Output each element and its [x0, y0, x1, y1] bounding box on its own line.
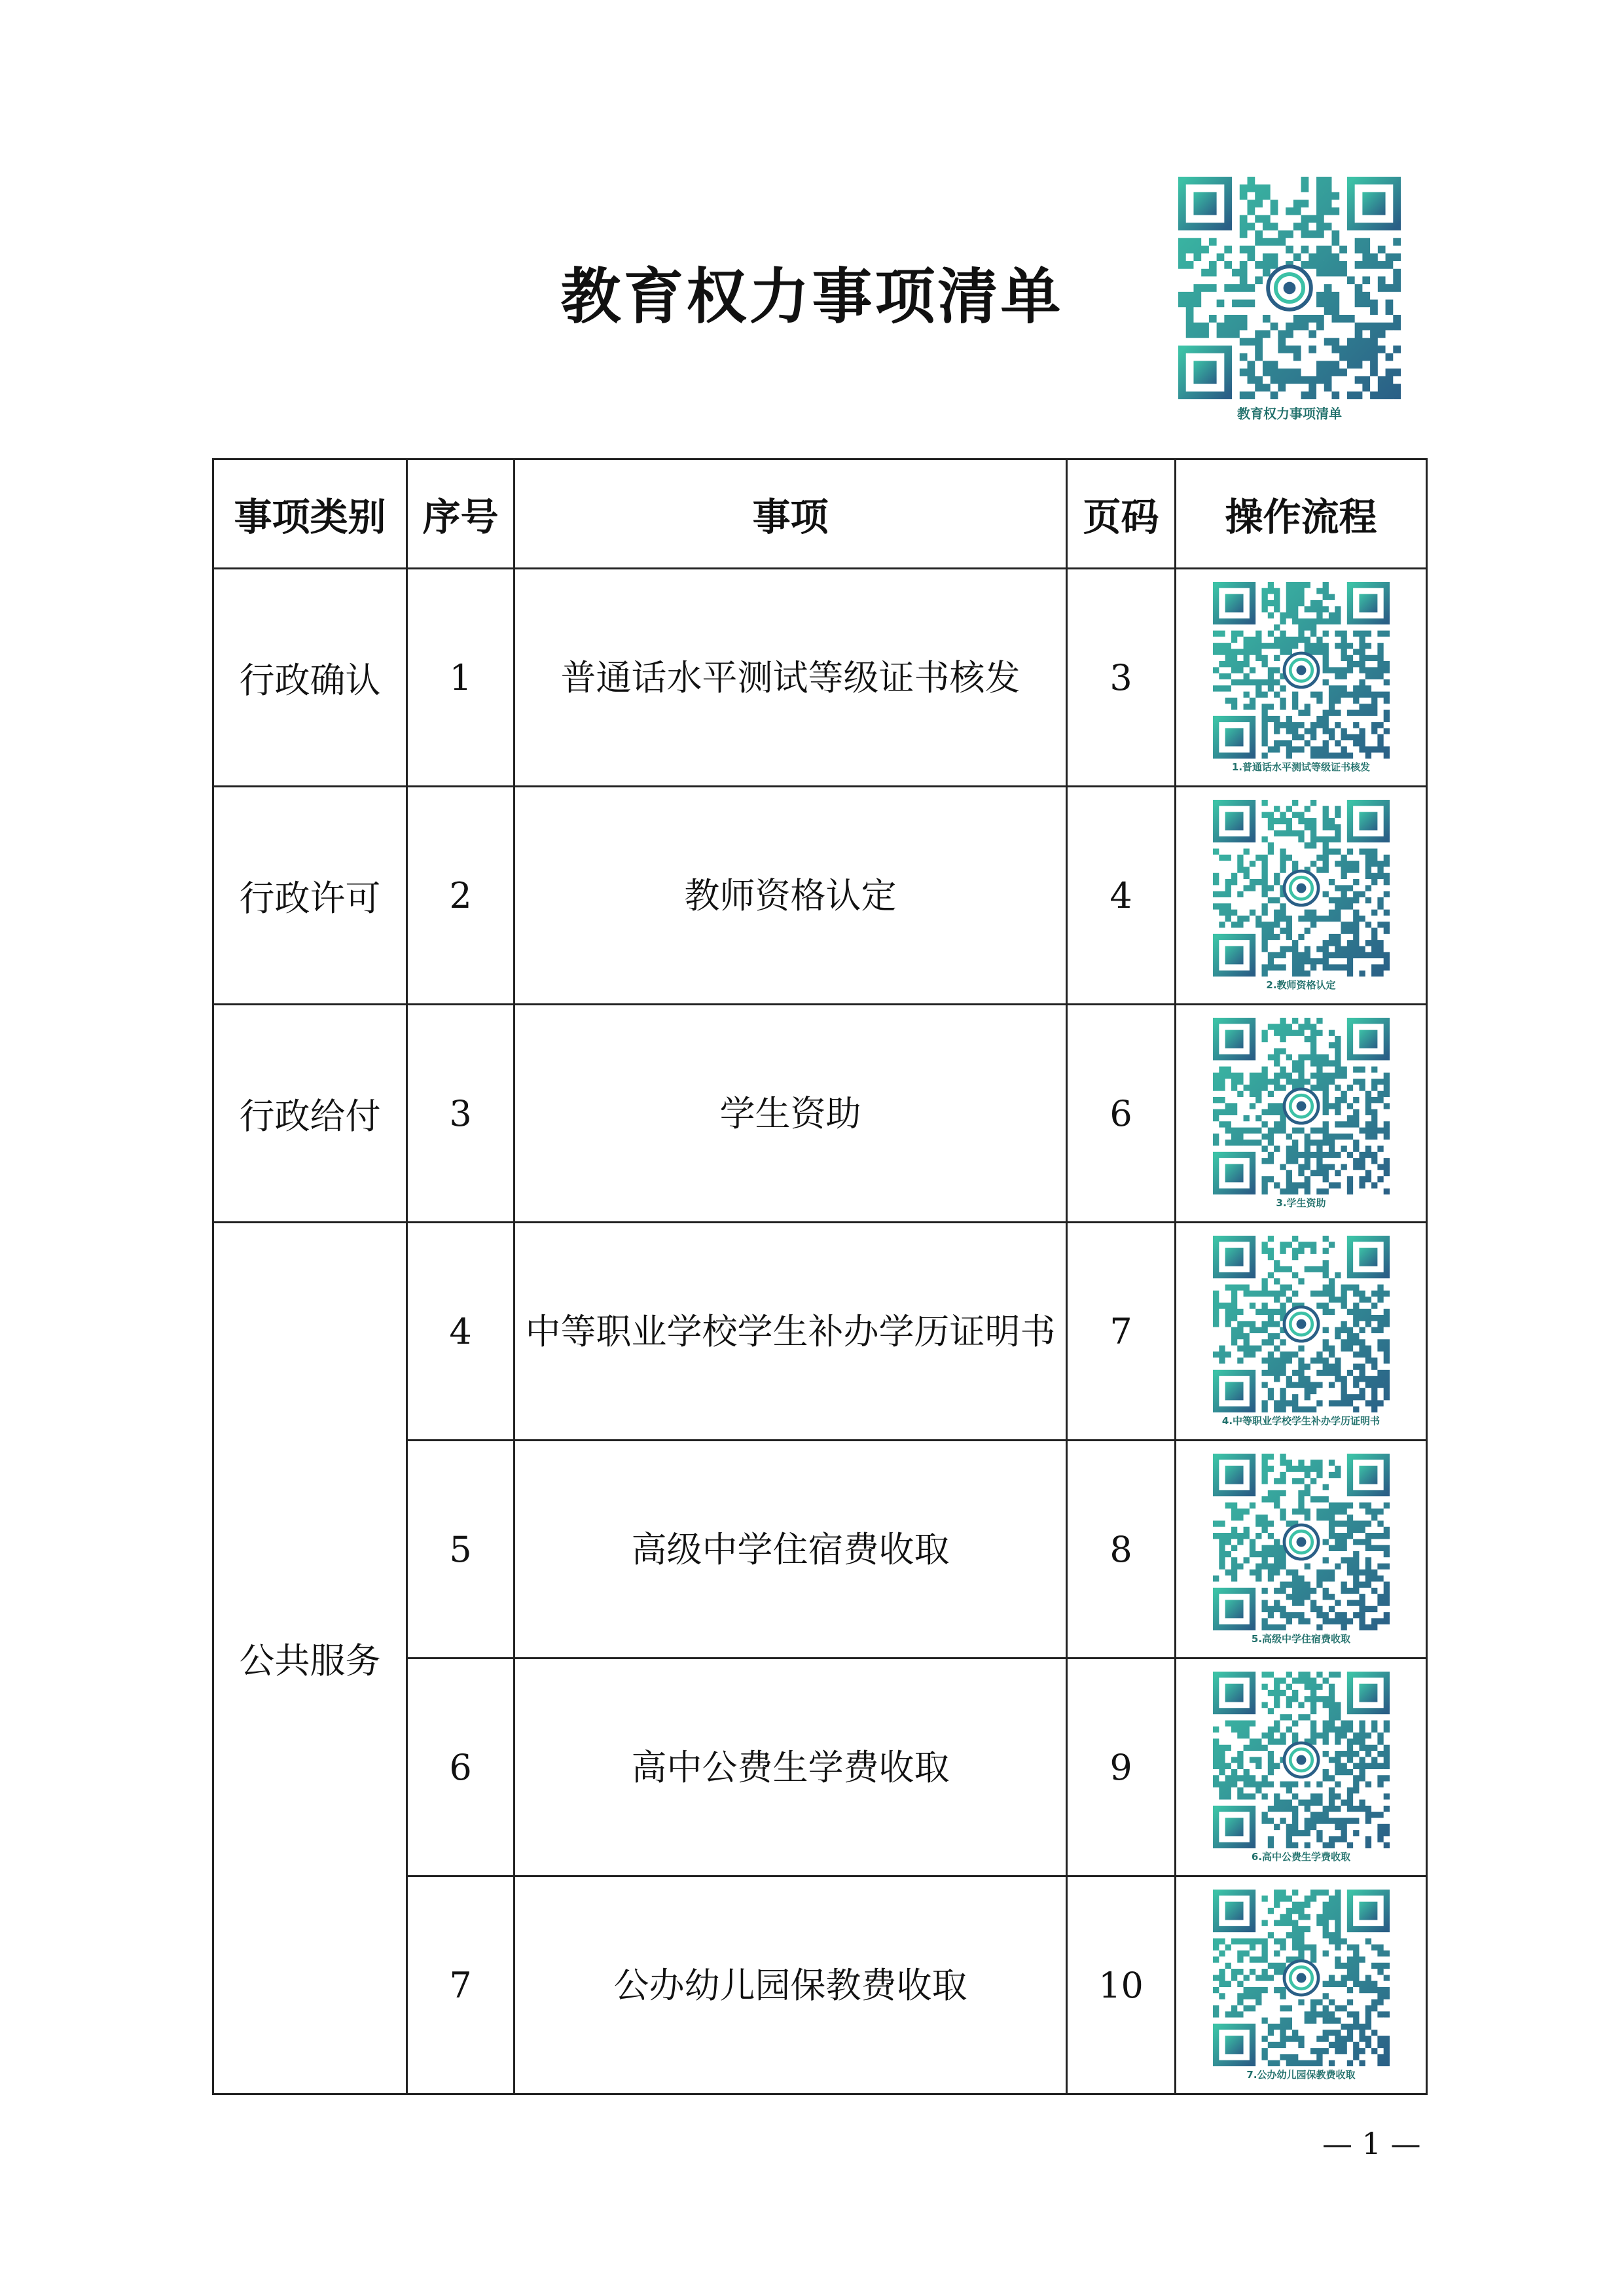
- qr-caption: 2.教师资格认定: [1266, 978, 1336, 991]
- flow-qr-cell[interactable]: [1176, 1441, 1427, 1659]
- item-cell: 教师资格认定: [514, 787, 1067, 1005]
- item-cell: 学生资助: [514, 1005, 1067, 1223]
- header-item: 事项: [514, 459, 1067, 569]
- table-row: [213, 1005, 1427, 1223]
- number-cell: 3: [407, 1005, 514, 1223]
- page-cell: 10: [1067, 1876, 1176, 2094]
- qr-code-icon[interactable]: [1213, 1672, 1390, 1848]
- qr-code-icon[interactable]: [1213, 1454, 1390, 1630]
- table-header-row: [213, 459, 1427, 569]
- qr-caption: 4.中等职业学校学生补办学历证明书: [1221, 1414, 1380, 1427]
- page-cell: 6: [1067, 1005, 1176, 1223]
- header-flow: 操作流程: [1176, 459, 1427, 569]
- header-page: 页码: [1067, 459, 1176, 569]
- category-cell: 行政给付: [213, 1005, 407, 1223]
- item-cell: 公办幼儿园保教费收取: [514, 1876, 1067, 2094]
- number-cell: 1: [407, 569, 514, 787]
- category-cell: 公共服务: [213, 1223, 407, 2094]
- table-row: [213, 787, 1427, 1005]
- qr-caption: 教育权力事项清单: [1237, 406, 1342, 422]
- number-cell: 7: [407, 1876, 514, 2094]
- qr-caption: 7.公办幼儿园保教费收取: [1246, 2068, 1356, 2081]
- qr-code-icon[interactable]: [1213, 1236, 1390, 1412]
- number-cell: 5: [407, 1441, 514, 1659]
- flow-qr-cell[interactable]: [1176, 1223, 1427, 1441]
- number-cell: 4: [407, 1223, 514, 1441]
- table-row: [213, 569, 1427, 787]
- flow-qr-cell[interactable]: [1176, 1876, 1427, 2094]
- page-number: — 1 —: [1322, 2126, 1421, 2161]
- number-cell: 6: [407, 1659, 514, 1876]
- items-table: [212, 458, 1428, 2095]
- item-cell: 高级中学住宿费收取: [514, 1441, 1067, 1659]
- page-title: 教育权力事项清单: [560, 262, 1064, 332]
- page-cell: 9: [1067, 1659, 1176, 1876]
- item-cell: 普通话水平测试等级证书核发: [514, 569, 1067, 787]
- category-cell: 行政确认: [213, 569, 407, 787]
- page-cell: 3: [1067, 569, 1176, 787]
- qr-caption: 1.普通话水平测试等级证书核发: [1231, 761, 1371, 773]
- flow-qr-cell[interactable]: [1176, 787, 1427, 1005]
- qr-code-icon[interactable]: [1213, 800, 1390, 977]
- qr-caption: 6.高中公费生学费收取: [1251, 1850, 1351, 1863]
- qr-code-icon[interactable]: [1213, 1890, 1390, 2066]
- qr-caption: 5.高级中学住宿费收取: [1251, 1632, 1351, 1645]
- title-qr-code: [1178, 177, 1401, 422]
- category-cell: 行政许可: [213, 787, 407, 1005]
- header-category: 事项类别: [213, 459, 407, 569]
- table-row: [213, 1223, 1427, 1441]
- header-number: 序号: [407, 459, 514, 569]
- page-cell: 8: [1067, 1441, 1176, 1659]
- number-cell: 2: [407, 787, 514, 1005]
- flow-qr-cell[interactable]: [1176, 1659, 1427, 1876]
- page-cell: 4: [1067, 787, 1176, 1005]
- page-cell: 7: [1067, 1223, 1176, 1441]
- qr-code-icon[interactable]: [1213, 1018, 1390, 1194]
- qr-code-icon[interactable]: [1213, 582, 1390, 759]
- item-cell: 高中公费生学费收取: [514, 1659, 1067, 1876]
- item-cell: 中等职业学校学生补办学历证明书: [514, 1223, 1067, 1441]
- qr-caption: 3.学生资助: [1276, 1196, 1326, 1209]
- qr-code-icon: [1178, 177, 1401, 399]
- flow-qr-cell[interactable]: [1176, 569, 1427, 787]
- flow-qr-cell[interactable]: [1176, 1005, 1427, 1223]
